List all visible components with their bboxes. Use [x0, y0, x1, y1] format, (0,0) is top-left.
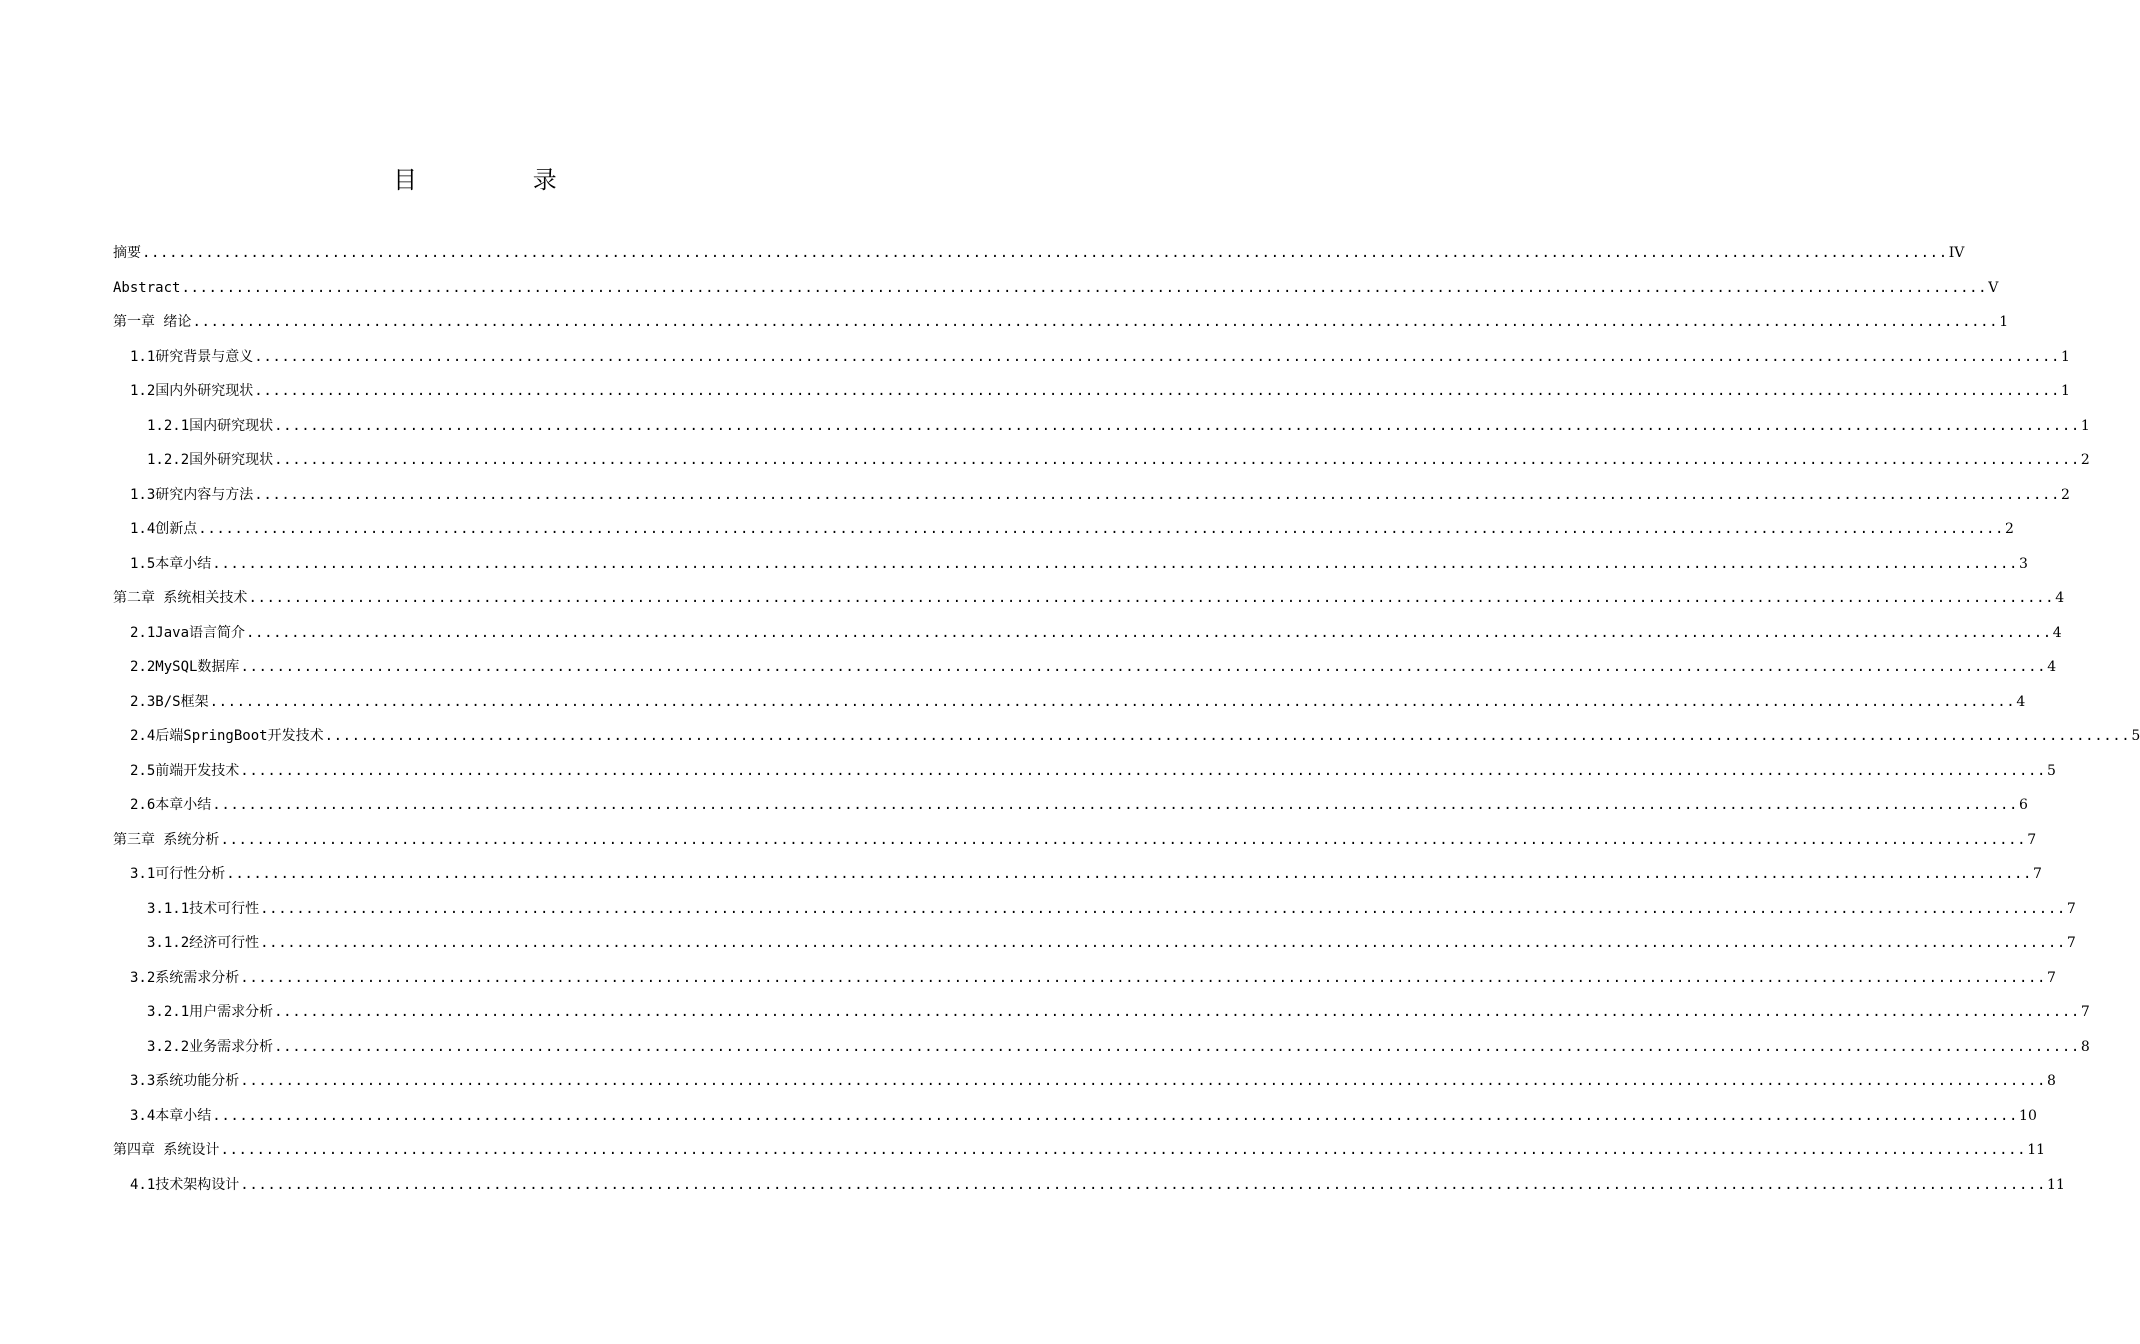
toc-entry-label: 摘要: [113, 245, 141, 261]
dot-leader: ........................................................................................................................................................................................................: [226, 866, 2033, 882]
toc-entry-page-number: 3: [2019, 555, 2028, 572]
toc-entry-label: 2.6本章小结: [130, 797, 212, 813]
toc-entry-label: 第二章 系统相关技术: [113, 590, 248, 606]
dot-leader: ........................................................................................................................................................................................................: [324, 728, 2131, 744]
toc-entry-page-number: 10: [2019, 1107, 2037, 1124]
toc-entry-page-number: 7: [2080, 1004, 2090, 1020]
toc-entry-page-number: 7: [2047, 969, 2056, 986]
toc-entry-label: 2.4后端SpringBoot开发技术: [130, 728, 324, 744]
toc-entry[interactable]: [113, 754, 2056, 789]
toc-entry-label: 第四章 系统设计: [113, 1142, 220, 1158]
toc-entry-label: 2.2MySQL数据库: [130, 659, 240, 675]
dot-leader: ........................................................................................................................................................................................................: [248, 590, 2055, 606]
dot-leader: ........................................................................................................................................................................................................: [260, 935, 2066, 951]
dot-leader: ........................................................................................................................................................................................................: [142, 245, 1948, 261]
toc-entry[interactable]: [113, 374, 2070, 409]
toc-entry-page-number: 7: [2033, 866, 2042, 882]
dot-leader: ........................................................................................................................................................................................................: [274, 1038, 2080, 1055]
dot-leader: ........................................................................................................................................................................................................: [240, 762, 2047, 779]
toc-entry-label: 3.2.2业务需求分析: [147, 1038, 274, 1055]
dot-leader: ........................................................................................................................................................................................................: [240, 1176, 2047, 1193]
dot-leader: ........................................................................................................................................................................................................: [240, 659, 2047, 675]
toc-entry[interactable]: [113, 1168, 2065, 1203]
toc-entry[interactable]: [113, 823, 2037, 858]
toc-entry[interactable]: [113, 857, 2042, 892]
toc-entry-label: Abstract: [113, 279, 181, 296]
dot-leader: ........................................................................................................................................................................................................: [198, 521, 2005, 537]
toc-entry[interactable]: [113, 236, 1965, 271]
toc-entry-label: 3.3系统功能分析: [130, 1073, 240, 1089]
toc-entry[interactable]: [113, 961, 2056, 996]
toc-entry-label: 2.5前端开发技术: [130, 762, 240, 779]
toc-entry-page-number: 1: [2061, 348, 2070, 365]
dot-leader: ........................................................................................................................................................................................................: [209, 693, 2016, 710]
dot-leader: ........................................................................................................................................................................................................: [254, 486, 2061, 503]
dot-leader: ........................................................................................................................................................................................................: [212, 555, 2019, 572]
toc-entry[interactable]: [113, 616, 2062, 651]
dot-leader: ........................................................................................................................................................................................................: [212, 797, 2019, 813]
toc-entry[interactable]: [113, 581, 2065, 616]
toc-entry-page-number: IV: [1948, 245, 1965, 261]
toc-entry[interactable]: [113, 892, 2076, 927]
toc-entry-label: 3.2系统需求分析: [130, 969, 240, 986]
toc-entry[interactable]: [113, 719, 2140, 754]
toc-entry[interactable]: [113, 1064, 2056, 1099]
toc-entry-page-number: V: [1988, 279, 1999, 296]
dot-leader: ........................................................................................................................................................................................................: [240, 1073, 2047, 1089]
toc-entry-label: 4.1技术架构设计: [130, 1176, 240, 1193]
toc-entry-page-number: 7: [2027, 831, 2037, 848]
toc-entry-page-number: 2: [2061, 486, 2070, 503]
toc-entry-label: 1.2.2国外研究现状: [147, 452, 274, 468]
toc-entry-page-number: 8: [2047, 1073, 2056, 1089]
toc-entry[interactable]: [113, 340, 2070, 375]
toc-entry-label: 第三章 系统分析: [113, 831, 220, 848]
toc-entry[interactable]: [113, 443, 2090, 478]
toc-entry[interactable]: [113, 1133, 2046, 1168]
toc-entry[interactable]: [113, 926, 2076, 961]
toc-entry-page-number: 2: [2080, 452, 2090, 468]
toc-entry-page-number: 5: [2131, 728, 2140, 744]
toc-entry-label: 3.2.1用户需求分析: [147, 1004, 274, 1020]
toc-entry-label: 1.1研究背景与意义: [130, 348, 254, 365]
table-of-contents: [113, 236, 2140, 1202]
dot-leader: ........................................................................................................................................................................................................: [240, 969, 2047, 986]
toc-entry[interactable]: [113, 305, 2009, 340]
toc-entry[interactable]: [113, 478, 2070, 513]
toc-entry-label: 1.2国内外研究现状: [130, 383, 254, 399]
toc-entry-page-number: 4: [2047, 659, 2057, 675]
toc-entry-label: 3.1可行性分析: [130, 866, 226, 882]
toc-entry-label: 2.3B/S框架: [130, 693, 209, 710]
toc-entry[interactable]: [113, 1030, 2090, 1065]
toc-entry[interactable]: [113, 512, 2014, 547]
toc-entry-page-number: 11: [2047, 1176, 2065, 1193]
toc-entry-page-number: 5: [2047, 762, 2056, 779]
toc-entry-label: 1.3研究内容与方法: [130, 486, 254, 503]
toc-entry[interactable]: [113, 650, 2057, 685]
dot-leader: ........................................................................................................................................................................................................: [260, 900, 2066, 917]
toc-entry-label: 3.1.2经济可行性: [147, 935, 260, 951]
toc-entry-label: 1.5本章小结: [130, 555, 212, 572]
toc-entry[interactable]: [113, 685, 2026, 720]
dot-leader: ........................................................................................................................................................................................................: [274, 1004, 2080, 1020]
dot-leader: ........................................................................................................................................................................................................: [246, 624, 2052, 641]
dot-leader: ........................................................................................................................................................................................................: [254, 383, 2061, 399]
toc-entry-page-number: 7: [2066, 935, 2076, 951]
toc-entry-page-number: 4: [2055, 590, 2065, 606]
toc-entry-label: 2.1Java语言简介: [130, 624, 246, 641]
toc-entry[interactable]: [113, 1099, 2037, 1134]
toc-entry-page-number: 8: [2080, 1038, 2090, 1055]
toc-entry[interactable]: [113, 409, 2090, 444]
toc-entry-label: 3.4本章小结: [130, 1107, 212, 1124]
dot-leader: ........................................................................................................................................................................................................: [220, 831, 2027, 848]
toc-entry-page-number: 4: [2016, 693, 2026, 710]
dot-leader: ........................................................................................................................................................................................................: [254, 348, 2061, 365]
toc-entry-label: 1.4创新点: [130, 521, 198, 537]
toc-entry-page-number: 1: [2080, 417, 2090, 434]
toc-entry-page-number: 6: [2019, 797, 2028, 813]
dot-leader: ........................................................................................................................................................................................................: [181, 279, 1988, 296]
toc-entry-page-number: 11: [2027, 1142, 2046, 1158]
toc-entry-label: 第一章 绪论: [113, 314, 192, 330]
toc-entry[interactable]: [113, 271, 1999, 306]
toc-entry[interactable]: [113, 788, 2028, 823]
dot-leader: ........................................................................................................................................................................................................: [274, 452, 2080, 468]
toc-entry-label: 1.2.1国内研究现状: [147, 417, 274, 434]
dot-leader: ........................................................................................................................................................................................................: [212, 1107, 2019, 1124]
toc-entry[interactable]: [113, 995, 2090, 1030]
toc-entry-page-number: 4: [2052, 624, 2062, 641]
toc-entry[interactable]: [113, 547, 2028, 582]
toc-entry-page-number: 2: [2005, 521, 2014, 537]
toc-entry-page-number: 1: [2061, 383, 2070, 399]
toc-entry-label: 3.1.1技术可行性: [147, 900, 260, 917]
dot-leader: ........................................................................................................................................................................................................: [220, 1142, 2027, 1158]
page-title: 目 录: [393, 166, 611, 195]
toc-entry-page-number: 7: [2066, 900, 2076, 917]
dot-leader: ........................................................................................................................................................................................................: [192, 314, 1999, 330]
dot-leader: ........................................................................................................................................................................................................: [274, 417, 2080, 434]
toc-entry-page-number: 1: [1999, 314, 2009, 330]
